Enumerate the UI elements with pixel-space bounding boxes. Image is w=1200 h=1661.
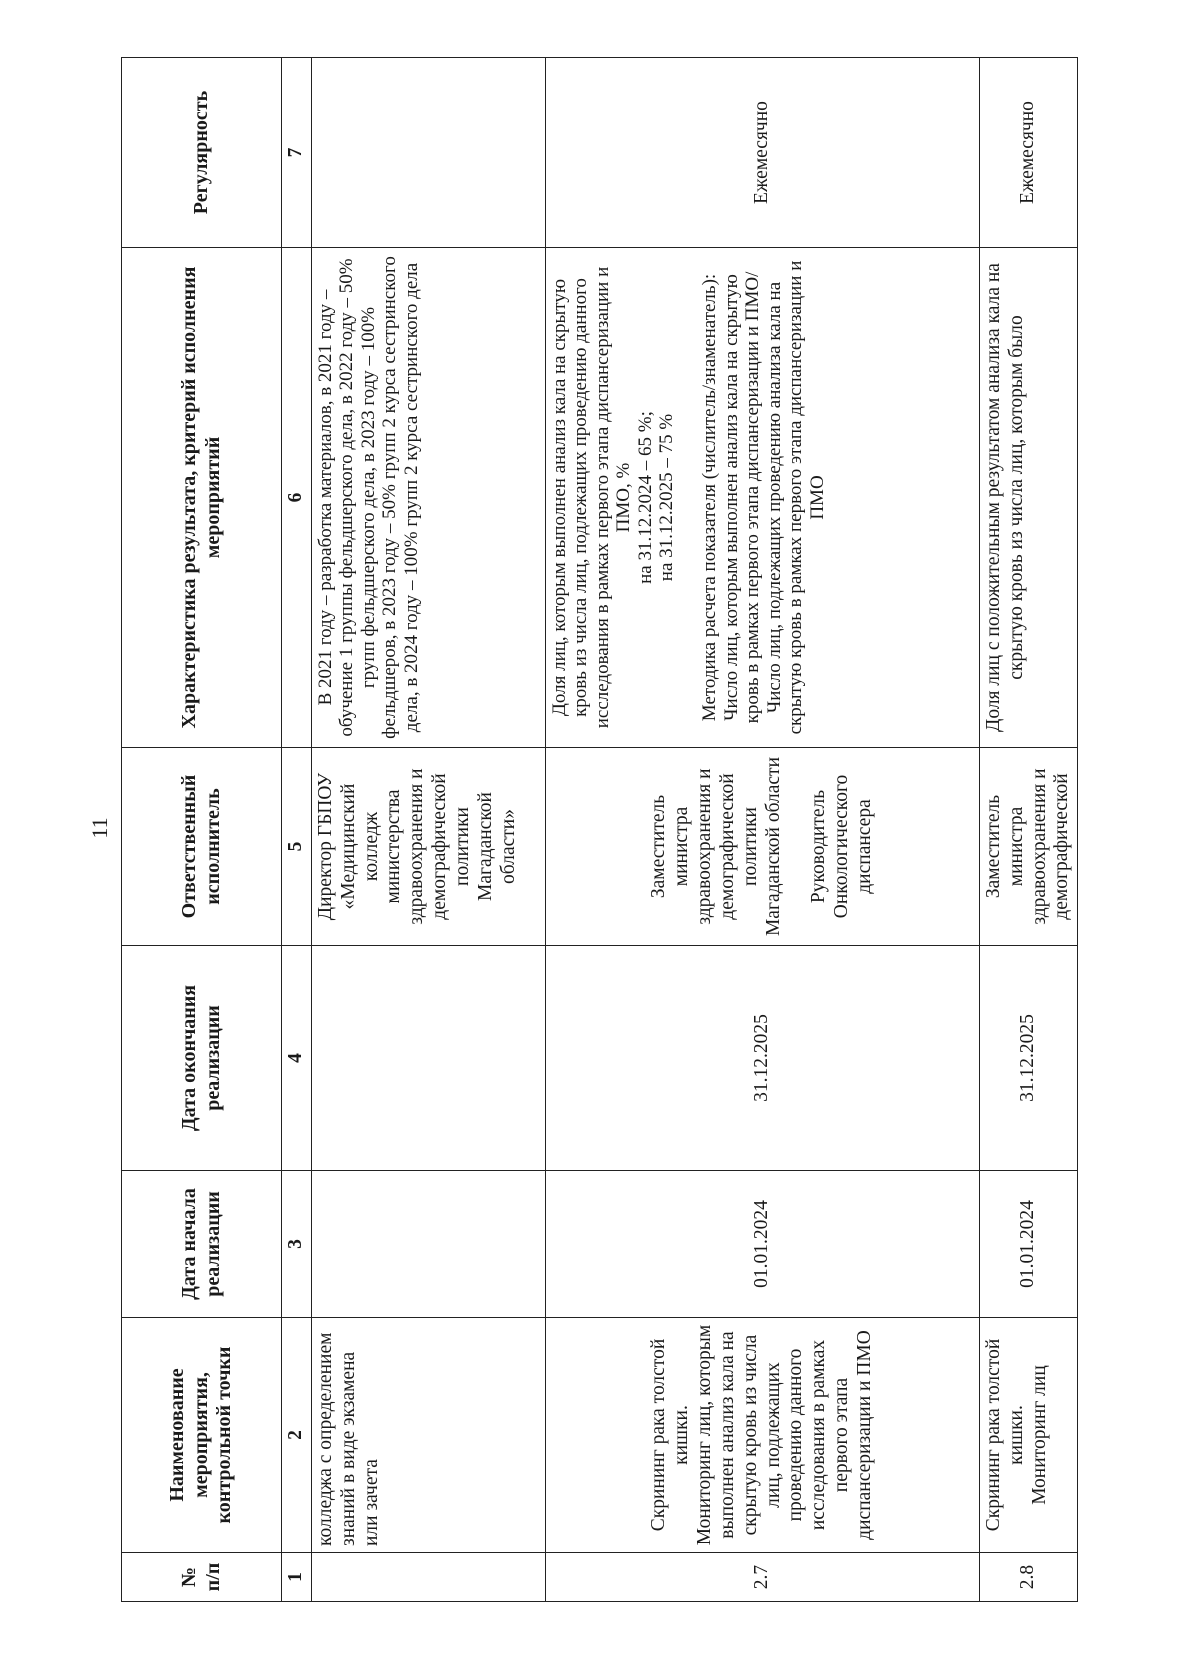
header-row [122, 58, 282, 1602]
header-start: Дата начала реализации [122, 1171, 282, 1318]
row-regularity: Ежемесячно [980, 58, 1078, 248]
row-result: Доля лиц с положительным результатом анализа кала на скрытую кровь из числа лиц, которым было [980, 248, 1078, 748]
row-name: Скрининг рака толстой кишки. Мониторинг лиц, которым выполнен анализ кала на скрытую кровь из числа лиц, подлежащих проведению данного исследования в рамках первого этапа диспансеризации и ПМО [546, 1318, 980, 1553]
header-responsible: Ответственный исполнитель [122, 748, 282, 946]
events-table [121, 57, 1078, 1602]
table-row [980, 58, 1078, 1602]
row-num [312, 1553, 546, 1602]
row-result: В 2021 году – разработка материалов, в 2021 году – обучение 1 группы фельдшерского дела, в 2022 году – 50% групп фельдшерского дела, в 2023 году – 100% фельдшеров, в 2023 году – 50% групп 2 курса сестринского дела, в 2024 году – 100% групп 2 курса сестринского дела [312, 248, 546, 748]
page-number: 11 [87, 817, 112, 839]
row-end [312, 946, 546, 1171]
table-row [546, 58, 980, 1602]
row-end: 31.12.2025 [546, 946, 980, 1171]
column-number: 2 [282, 1318, 312, 1553]
header-name: Наименование мероприятия, контрольной точки [122, 1318, 282, 1553]
row-name: Скрининг рака толстой кишки. Мониторинг лиц [980, 1318, 1078, 1553]
column-number: 1 [282, 1553, 312, 1602]
row-start: 01.01.2024 [546, 1171, 980, 1318]
row-end: 31.12.2025 [980, 946, 1078, 1171]
column-number: 6 [282, 248, 312, 748]
row-responsible: Заместитель министра здравоохранения и демографической [980, 748, 1078, 946]
row-num: 2.7 [546, 1553, 980, 1602]
column-number-row [282, 58, 312, 1602]
header-end: Дата окончания реализации [122, 946, 282, 1171]
row-responsible: Заместитель министра здравоохранения и демографической политики Магаданской области Руководитель Онкологического диспансера [546, 748, 980, 946]
header-result: Характеристика результата, критерий исполнения мероприятий [122, 248, 282, 748]
row-result: Доля лиц, которым выполнен анализ кала на скрытую кровь из числа лиц, подлежащих проведению данного исследования в рамках первого этапа диспансеризации и ПМО, % на 31.12.2024 – 65 %; на 31.12.2025 – 75 % Методика расчета показателя (числитель/знаменатель): Число лиц, которым выполнен анализ кала на скрытую кровь в рамках первого этапа диспансеризации и ПМО/ Число лиц, подлежащих проведению анализа кала на скрытую кровь в рамках первого этапа диспансеризации и ПМО [546, 248, 980, 748]
row-name: колледжа с определением знаний в виде экзамена или зачета [312, 1318, 546, 1553]
header-num: № п/п [122, 1553, 282, 1602]
row-start [312, 1171, 546, 1318]
column-number: 3 [282, 1171, 312, 1318]
row-regularity: Ежемесячно [546, 58, 980, 248]
table-row [312, 58, 546, 1602]
column-number: 5 [282, 748, 312, 946]
rotated-table-wrapper [121, 58, 1073, 1602]
column-number: 4 [282, 946, 312, 1171]
row-responsible: Директор ГБПОУ «Медицинский колледж министерства здравоохранения и демографической политики Магаданской области» [312, 748, 546, 946]
row-regularity [312, 58, 546, 248]
header-regularity: Регулярность [122, 58, 282, 248]
row-start: 01.01.2024 [980, 1171, 1078, 1318]
row-num: 2.8 [980, 1553, 1078, 1602]
column-number: 7 [282, 58, 312, 248]
